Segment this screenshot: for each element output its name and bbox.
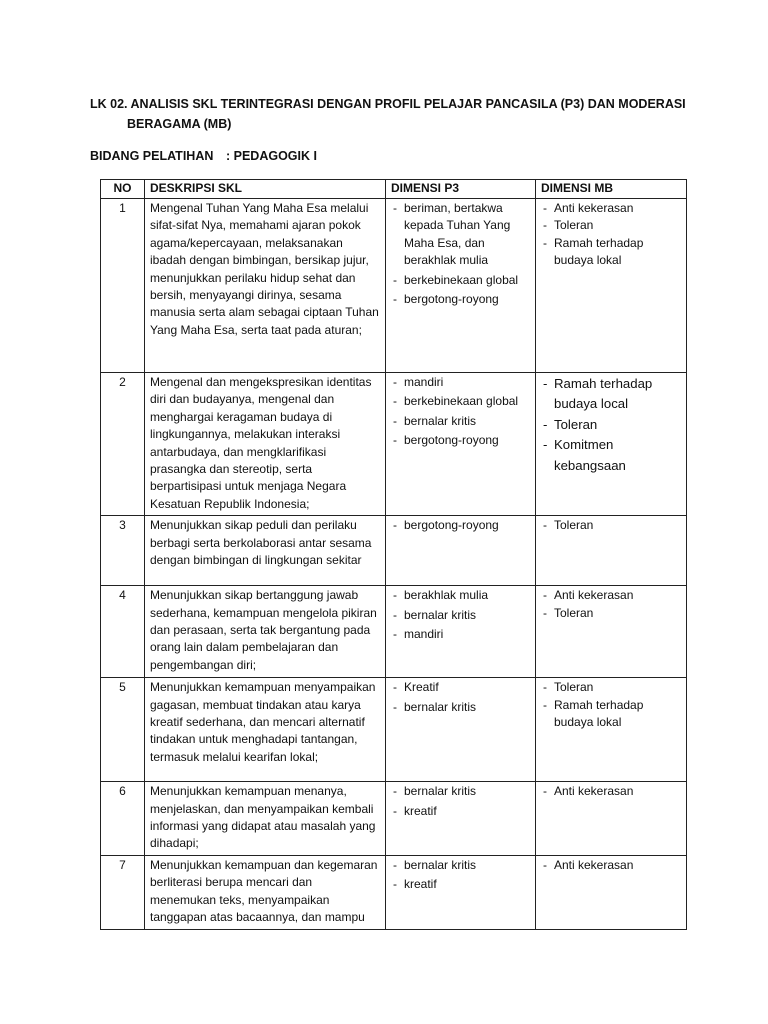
list-item: - kreatif: [391, 803, 530, 820]
header-skl: DESKRIPSI SKL: [145, 180, 386, 199]
skl-description: Menunjukkan kemampuan dan kegemaran berliterasi berupa mencari dan menemukan teks, menyampaikan tanggapan atas bacaannya, dan mampu: [145, 855, 386, 929]
list-item: - berkebinekaan global: [391, 272, 530, 289]
p3-dimensions: [386, 678, 536, 782]
list-item: - Anti kekerasan: [541, 200, 681, 217]
list-item: - Toleran: [541, 517, 681, 534]
p3-dimensions: [386, 855, 536, 929]
list-item: - bernalar kritis: [391, 699, 530, 716]
table-row: [101, 586, 687, 678]
row-number: 1: [101, 199, 145, 373]
list-item: - Anti kekerasan: [541, 857, 681, 874]
list-item: - Ramah terhadap budaya lokal: [541, 235, 681, 270]
row-number: 5: [101, 678, 145, 782]
table-row: [101, 373, 687, 516]
list-item: - Ramah terhadap budaya local: [541, 374, 681, 415]
header-p3: DIMENSI P3: [386, 180, 536, 199]
row-number: 7: [101, 855, 145, 929]
table-row: [101, 782, 687, 856]
list-item: - Toleran: [541, 679, 681, 696]
list-item: - bergotong-royong: [391, 291, 530, 308]
p3-dimensions: [386, 586, 536, 678]
mb-dimensions: [536, 199, 687, 373]
skl-description: Menunjukkan kemampuan menyampaikan gagasan, membuat tindakan atau karya kreatif sederhana, dan mencari alternatif tindakan untuk menghadapi tantangan, termasuk melalui kearifan lokal;: [145, 678, 386, 782]
list-item: - bernalar kritis: [391, 783, 530, 800]
list-item: - Komitmen kebangsaan: [541, 435, 681, 476]
field-row: [90, 147, 317, 165]
row-number: 2: [101, 373, 145, 516]
mb-dimensions: [536, 782, 687, 856]
table-row: [101, 199, 687, 373]
p3-dimensions: [386, 782, 536, 856]
skl-description: Menunjukkan sikap bertanggung jawab sederhana, kemampuan mengelola pikiran dan perasaan, serta tak bergantung pada orang lain dalam pembelajaran dan pengembangan diri;: [145, 586, 386, 678]
row-number: 4: [101, 586, 145, 678]
row-number: 6: [101, 782, 145, 856]
mb-dimensions: [536, 678, 687, 782]
skl-description: Mengenal dan mengekspresikan identitas diri dan budayanya, mengenal dan menghargai keragaman budaya di lingkungannya, melakukan interaksi antarbudaya, dan mengklarifikasi prasangka dan stereotip, serta berpartisipasi untuk menjaga Negara Kesatuan Republik Indonesia;: [145, 373, 386, 516]
list-item: - beriman, bertakwa kepada Tuhan Yang Maha Esa, dan berakhlak mulia: [391, 200, 530, 270]
skl-analysis-table: [100, 179, 687, 930]
table-row: [101, 516, 687, 586]
list-item: - mandiri: [391, 374, 530, 391]
list-item: - Toleran: [541, 605, 681, 622]
skl-description: Menunjukkan sikap peduli dan perilaku berbagi serta berkolaborasi antar sesama dengan bimbingan di lingkungan sekitar: [145, 516, 386, 586]
list-item: - kreatif: [391, 876, 530, 893]
list-item: - Toleran: [541, 415, 681, 435]
title-line-1: LK 02. ANALISIS SKL TERINTEGRASI DENGAN PROFIL PELAJAR PANCASILA (P3) DAN MODERASI: [90, 97, 686, 111]
p3-dimensions: [386, 516, 536, 586]
list-item: - bernalar kritis: [391, 857, 530, 874]
list-item: - Toleran: [541, 217, 681, 234]
header-mb: DIMENSI MB: [536, 180, 687, 199]
list-item: - Anti kekerasan: [541, 587, 681, 604]
title-line-2: BERAGAMA (MB): [127, 117, 232, 131]
list-item: - Ramah terhadap budaya lokal: [541, 697, 681, 732]
row-number: 3: [101, 516, 145, 586]
skl-description: Mengenal Tuhan Yang Maha Esa melalui sifat-sifat Nya, memahami ajaran pokok agama/kepercayaan, melaksanakan ibadah dengan bimbingan, bersikap jujur, menunjukkan perilaku hidup sehat dan bersih, menyayangi dirinya, sesama manusia serta alam sebagai ciptaan Tuhan Yang Maha Esa, serta taat pada aturan;: [145, 199, 386, 373]
list-item: - Kreatif: [391, 679, 530, 696]
list-item: - bergotong-royong: [391, 517, 530, 534]
list-item: - bernalar kritis: [391, 607, 530, 624]
skl-description: Menunjukkan kemampuan menanya, menjelaskan, dan menyampaikan kembali informasi yang didapat atau masalah yang dihadapi;: [145, 782, 386, 856]
mb-dimensions: [536, 586, 687, 678]
mb-dimensions: [536, 373, 687, 516]
list-item: - berkebinekaan global: [391, 393, 530, 410]
table-header-row: [101, 180, 687, 199]
list-item: - bernalar kritis: [391, 413, 530, 430]
list-item: - bergotong-royong: [391, 432, 530, 449]
field-value: : PEDAGOGIK I: [226, 149, 317, 163]
field-label: BIDANG PELATIHAN: [90, 149, 214, 163]
header-no: NO: [101, 180, 145, 199]
document-title: [90, 94, 690, 134]
list-item: - berakhlak mulia: [391, 587, 530, 604]
list-item: - mandiri: [391, 626, 530, 643]
p3-dimensions: [386, 373, 536, 516]
list-item: - Anti kekerasan: [541, 783, 681, 800]
p3-dimensions: [386, 199, 536, 373]
mb-dimensions: [536, 855, 687, 929]
mb-dimensions: [536, 516, 687, 586]
table-row: [101, 678, 687, 782]
table-row: [101, 855, 687, 929]
